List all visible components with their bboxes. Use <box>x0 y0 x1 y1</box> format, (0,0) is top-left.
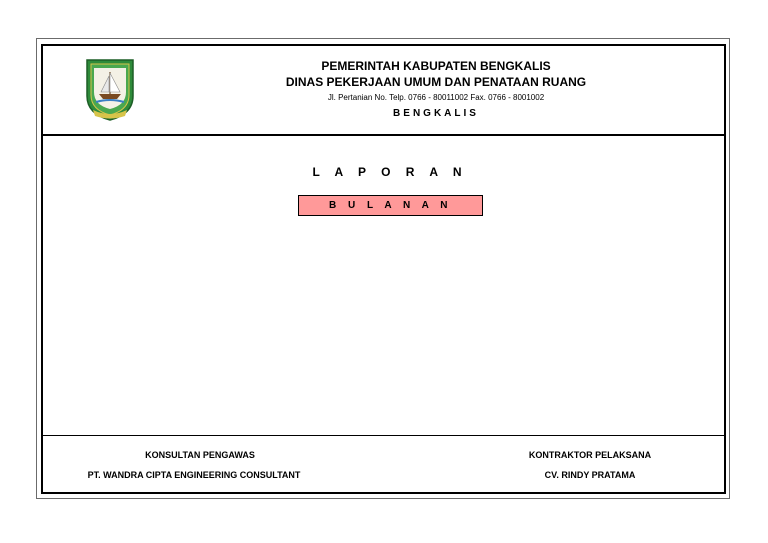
footer-divider <box>41 435 726 436</box>
contractor-name: CV. RINDY PRATAMA <box>544 470 636 480</box>
bengkalis-regency-crest-icon <box>85 58 135 122</box>
report-period-label: B U L A N A N <box>298 195 483 216</box>
header-city: BENGKALIS <box>393 108 479 119</box>
header-divider <box>41 134 726 136</box>
consultant-title: KONSULTAN PENGAWAS <box>145 450 255 460</box>
header-department-name: DINAS PEKERJAAN UMUM DAN PENATAAN RUANG <box>285 75 587 89</box>
report-title: L A P O R A N <box>312 165 468 179</box>
consultant-name: PT. WANDRA CIPTA ENGINEERING CONSULTANT <box>87 470 301 480</box>
contractor-title: KONTRAKTOR PELAKSANA <box>528 450 652 460</box>
header-address: Jl. Pertanian No. Telp. 0766 - 80011002 Fax. 0766 - 8001002 <box>327 93 545 102</box>
header-government-name: PEMERINTAH KABUPATEN BENGKALIS <box>321 59 551 73</box>
